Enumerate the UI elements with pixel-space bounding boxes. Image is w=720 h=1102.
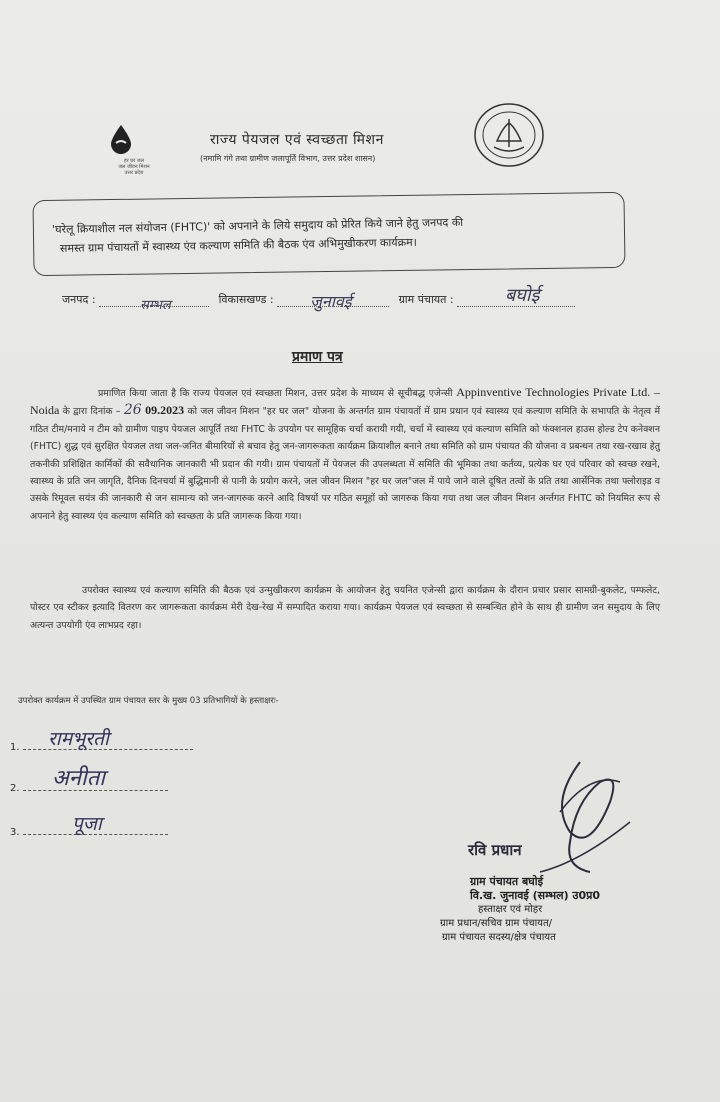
participants-intro: उपरोक्त कार्यक्रम में उपस्थित ग्राम पंचायत स्तर के मुख्य 03 प्रतिभागियों के हस्ताक्षरः- [18,696,279,706]
department-title: राज्य पेयजल एवं स्वच्छता मिशन [210,132,384,148]
panchayat-value: बघोई [505,285,540,306]
panchayat-label: ग्राम पंचायत : [398,293,454,306]
block-label: विकासखण्ड : [218,293,274,306]
date-month-year: 09.2023 [145,403,185,418]
department-subtitle: (नमामि गंगे तथा ग्रामीण जलापूर्ति विभाग, उत्तर प्रदेश शासन) [200,154,376,163]
certificate-title: प्रमाण पत्र [292,349,343,365]
stamp-signatory-name: रवि प्रधान [468,841,522,859]
logo-tiny-line: हर घर जल [124,158,144,164]
jal-jeevan-mission-logo [108,124,160,184]
date-day: 26 [123,402,142,419]
district-label: जनपद : [62,293,96,306]
block-value: जुनावई [310,292,352,311]
district-value: सम्भल [140,298,171,313]
logo-tiny-line: उत्तर प्रदेश [124,170,144,176]
banner-line-1: 'घरेलू क्रियाशील नल संयोजन (FHTC)' को अपनाने के लिये समुदाय को प्रेरित किये जाने हेतु जनपद की [51,215,464,236]
participant-row-1: 1. रामभूरती [10,737,193,753]
up-state-seal-emblem [472,101,546,169]
participant-signature: अनीता [52,766,105,791]
official-signature-scribble [520,752,640,892]
logo-tiny-line: जल जीवन मिशन [118,164,150,170]
water-drop-icon [108,124,134,154]
participant-row-3: 3. पूजा [10,822,168,838]
participant-signature: रामभूरती [48,728,109,750]
certificate-body-paragraph-2: उपरोक्त स्वास्थ्य एवं कल्याण समिति की बैठक एवं उन्मुखीकरण कार्यक्रम के आयोजन हेतु चयनित एजेन्सी द्वारा कार्यक्रम के दौरान प्रचार प्रसार सामग्री-बुकलेट, पम्फलेट, पोस्टर एव स्टीकर इत्यादि वितरण कर जागरूकता कार्यक्रम मेरी देख-रेख में सम्पादित कराया गया। कार्यक्रम पेयजल एवं स्वच्छता से सम्बन्धित होने के साथ ही ग्रामीण जन समुदाय के लिए अत्यन्त उपयोगी एंव लाभप्रद रहा। [30,585,660,631]
certificate-body-paragraph-1: प्रमाणित किया जाता है कि राज्य पेयजल एवं स्वच्छता मिशन, उत्तर प्रदेश के माध्यम से सूचीबद्ध एजेन्सी Appinventive Technologies Private Ltd. – Noida के द्वारा दिनांक – 26 09.2023 को जल जीवन मिशन "हर घर जल" योजना के अन्तर्गत ग्राम पंचायतों में ग्राम प्रधान एवं स्वास्थ्य एवं कल्याण समिति के सभापति के नेतृत्व में गठित टीम/मनाये न टीम को ग्रामीण पाइप पेयजल आपूर्ति तथा FHTC के उपयोग पर सामूहिक चर्चा करायी गयी, चर्चा में स्वास्थ्य एवं कल्याण समिति को फंक्शनल हाउस होल्ड टेप कनेक्शन (FHTC) शुद्ध एवं सुरक्षित पेयजल तथा जल-जनित बीमारियों से बचाव हेतु जन-जागरूकता कार्यक्रम क्रियाशील बनाने तथा समिति को ग्राम पंचायत की योजना व प्रबन्धन तथा रख-रखाव हेतु तकनीकी प्रशिक्षित कार्मिकों की सवैधानिक जानकारी भी प्रदान की गयी। ग्राम पंचायतों में पेयजल की उपलब्धता में समिति की भूमिका तथा कर्तव्य, प्रत्येक घर एवं परिवार को स्वच्छ रखने, स्वास्थ्य के प्रति जन जागृति, दैनिक दिनचर्या में बुद्धिमानी से पानी के प्रयोग करने, जल जीवन मिशन "हर घर जल"जल में पाये जाने वाले दूषित तत्वों के प्रति तथा आर्सेनिक तथा फ्लोराइड व उसके रिमूवल सयंत्र की जानकारी से जन सामान्य को जन-जागरुक करने आदि विषयों पर गठित समूहों को जागरुक किया गया तथा जल जीवन मिशन अर्न्तगत FHTC को नियमित रूप से अपनाने हेतु स्वास्थ्य एंव कल्याण समिति को स्वच्छता के प्रति जागरूक किया गया। [30,385,661,522]
participant-row-2: 2. अनीता [10,778,168,794]
official-stamp: ग्राम पंचायत बघोई वि.ख. जुनावई (सम्भल) उ0प्र0 हस्ताक्षर एवं मोहर ग्राम प्रधान/सचिव ग्राम पंचायत/ ग्राम पंचायत सदस्य/क्षेत्र पंचायत [440,875,601,943]
participant-signature: पूजा [72,813,102,835]
banner-line-2: समस्त ग्राम पंचायतों में स्वास्थ्य एंव कल्याण समिति की बैठक एंव अभिमुखीकरण कार्यक्रम। [59,235,417,255]
